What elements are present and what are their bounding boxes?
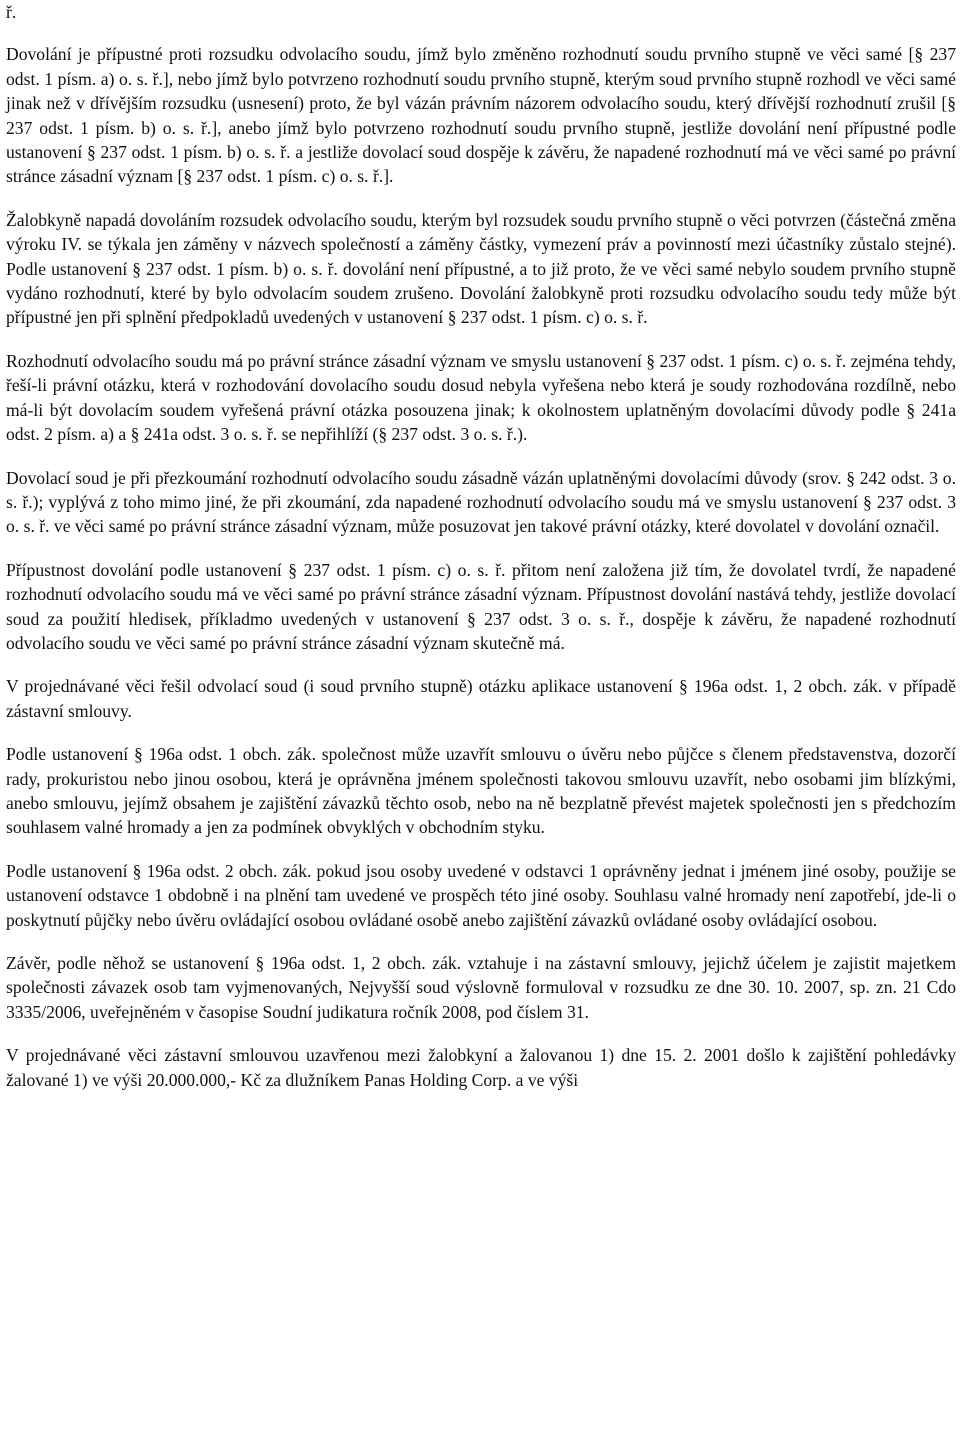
paragraph-9: Závěr, podle něhož se ustanovení § 196a odst. 1, 2 obch. zák. vztahuje i na zástavní smlouvy, jejichž účelem je zajistit majetkem společnosti závazek osob tam vyjmenovaných, Nejvyšší soud výslovně formuloval v rozsudku ze dne 30. 10. 2007, sp. zn. 21 Cdo 3335/2006, uveřejněném v časopise Soudní judikatura ročník 2008, pod číslem 31. [6, 953, 956, 1022]
paragraph-7: Podle ustanovení § 196a odst. 1 obch. zák. společnost může uzavřít smlouvu o úvěru nebo půjčce s členem představenstva, dozorčí rady, prokuristou nebo jinou osobou, která je oprávněna jménem společnosti takovou smlouvu uzavřít, nebo osobami jim blízkými, anebo smlouvu, jejímž obsahem je zajištění závazků těchto osob, nebo na ně bezplatně převést majetek společnosti jen s předchozím souhlasem valné hromady a jen za podmínek obvyklých v obchodním styku. [6, 744, 956, 838]
document-page [6, 0, 956, 1092]
paragraph-4: Dovolací soud je při přezkoumání rozhodnutí odvolacího soudu zásadně vázán uplatněnými dovolacími důvody (srov. § 242 odst. 3 o. s. ř.); vyplývá z toho mimo jiné, že při zkoumání, zda napadené rozhodnutí odvolacího soudu má ve smyslu ustanovení § 237 odst. 3 o. s. ř. ve věci samé po právní stránce zásadní význam, může posuzovat jen takové právní otázky, které dovolatel v dovolání označil. [6, 467, 956, 537]
paragraph-6: V projednávané věci řešil odvolací soud (i soud prvního stupně) otázku aplikace ustanovení § 196a odst. 1, 2 obch. zák. v případě zástavní smlouvy. [6, 676, 956, 721]
page-fragment-top: ř. [6, 2, 17, 22]
paragraph-2: Žalobkyně napadá dovoláním rozsudek odvolacího soudu, kterým byl rozsudek soudu prvního stupně o věci potvrzen (částečná změna výroku IV. se týkala jen záměny v názvech společností a záměny částky, vymezení práv a povinností mezi účastníky zůstalo stejné). Podle ustanovení § 237 odst. 1 písm. b) o. s. ř. dovolání není přípustné, a to již proto, že ve věci samé nebylo soudem prvního stupně vydáno rozhodnutí, které by bylo odvolacím soudem zrušeno. Dovolání žalobkyně proti rozsudku odvolacího soudu tedy může být přípustné jen při splnění předpokladů uvedených v ustanovení § 237 odst. 1 písm. c) o. s. ř. [6, 209, 956, 328]
paragraph-1: Dovolání je přípustné proti rozsudku odvolacího soudu, jímž bylo změněno rozhodnutí soudu prvního stupně ve věci samé [§ 237 odst. 1 písm. a) o. s. ř.], nebo jímž bylo potvrzeno rozhodnutí soudu prvního stupně, kterým soud prvního stupně rozhodl ve věci samé jinak než v dřívějším rozsudku (usnesení) proto, že byl vázán právním názorem odvolacího soudu, který dřívější rozhodnutí zrušil [§ 237 odst. 1 písm. b) o. s. ř.], anebo jímž bylo potvrzeno rozhodnutí soudu prvního stupně, jestliže dovolání není přípustné podle ustanovení § 237 odst. 1 písm. b) o. s. ř. a jestliže dovolací soud dospěje k závěru, že napadené rozhodnutí má ve věci samé po právní stránce zásadní význam [§ 237 odst. 1 písm. c) o. s. ř.]. [6, 44, 956, 187]
paragraph-3: Rozhodnutí odvolacího soudu má po právní stránce zásadní význam ve smyslu ustanovení § 237 odst. 1 písm. c) o. s. ř. zejména tehdy, řeší-li právní otázku, která v rozhodování dovolacího soudu dosud nebyla vyřešena nebo která je soudy rozhodována rozdílně, nebo má-li být dovolacím soudem vyřešená právní otázka posouzena jinak; k okolnostem uplatněným dovolacími důvody podle § 241a odst. 2 písm. a) a § 241a odst. 3 o. s. ř. se nepřihlíží (§ 237 odst. 3 o. s. ř.). [6, 350, 956, 445]
paragraph-8: Podle ustanovení § 196a odst. 2 obch. zák. pokud jsou osoby uvedené v odstavci 1 oprávněny jednat i jménem jiné osoby, použije se ustanovení odstavce 1 obdobně i na plnění tam uvedené ve prospěch této jiné osoby. Souhlasu valné hromady není zapotřebí, jde-li o poskytnutí půjčky nebo úvěru ovládající osobou ovládané osobě anebo zajištění závazků ovládané osoby ovládající osobou. [6, 860, 956, 930]
paragraph-5: Přípustnost dovolání podle ustanovení § 237 odst. 1 písm. c) o. s. ř. přitom není založena již tím, že dovolatel tvrdí, že napadené rozhodnutí odvolacího soudu má ve věci samé po právní stránce zásadní význam. Přípustnost dovolání nastává tehdy, jestliže dovolací soud za použití hledisek, příkladmo uvedených v ustanovení § 237 odst. 3 o. s. ř., dospěje k závěru, že napadené rozhodnutí odvolacího soudu ve věci samé po právní stránce zásadní význam skutečně má. [6, 559, 956, 653]
paragraph-10: V projednávané věci zástavní smlouvou uzavřenou mezi žalobkyní a žalovanou 1) dne 15. 2. 2001 došlo k zajištění pohledávky žalované 1) ve výši 20.000.000,- Kč za dlužníkem Panas Holding Corp. a ve výši [6, 1045, 956, 1090]
